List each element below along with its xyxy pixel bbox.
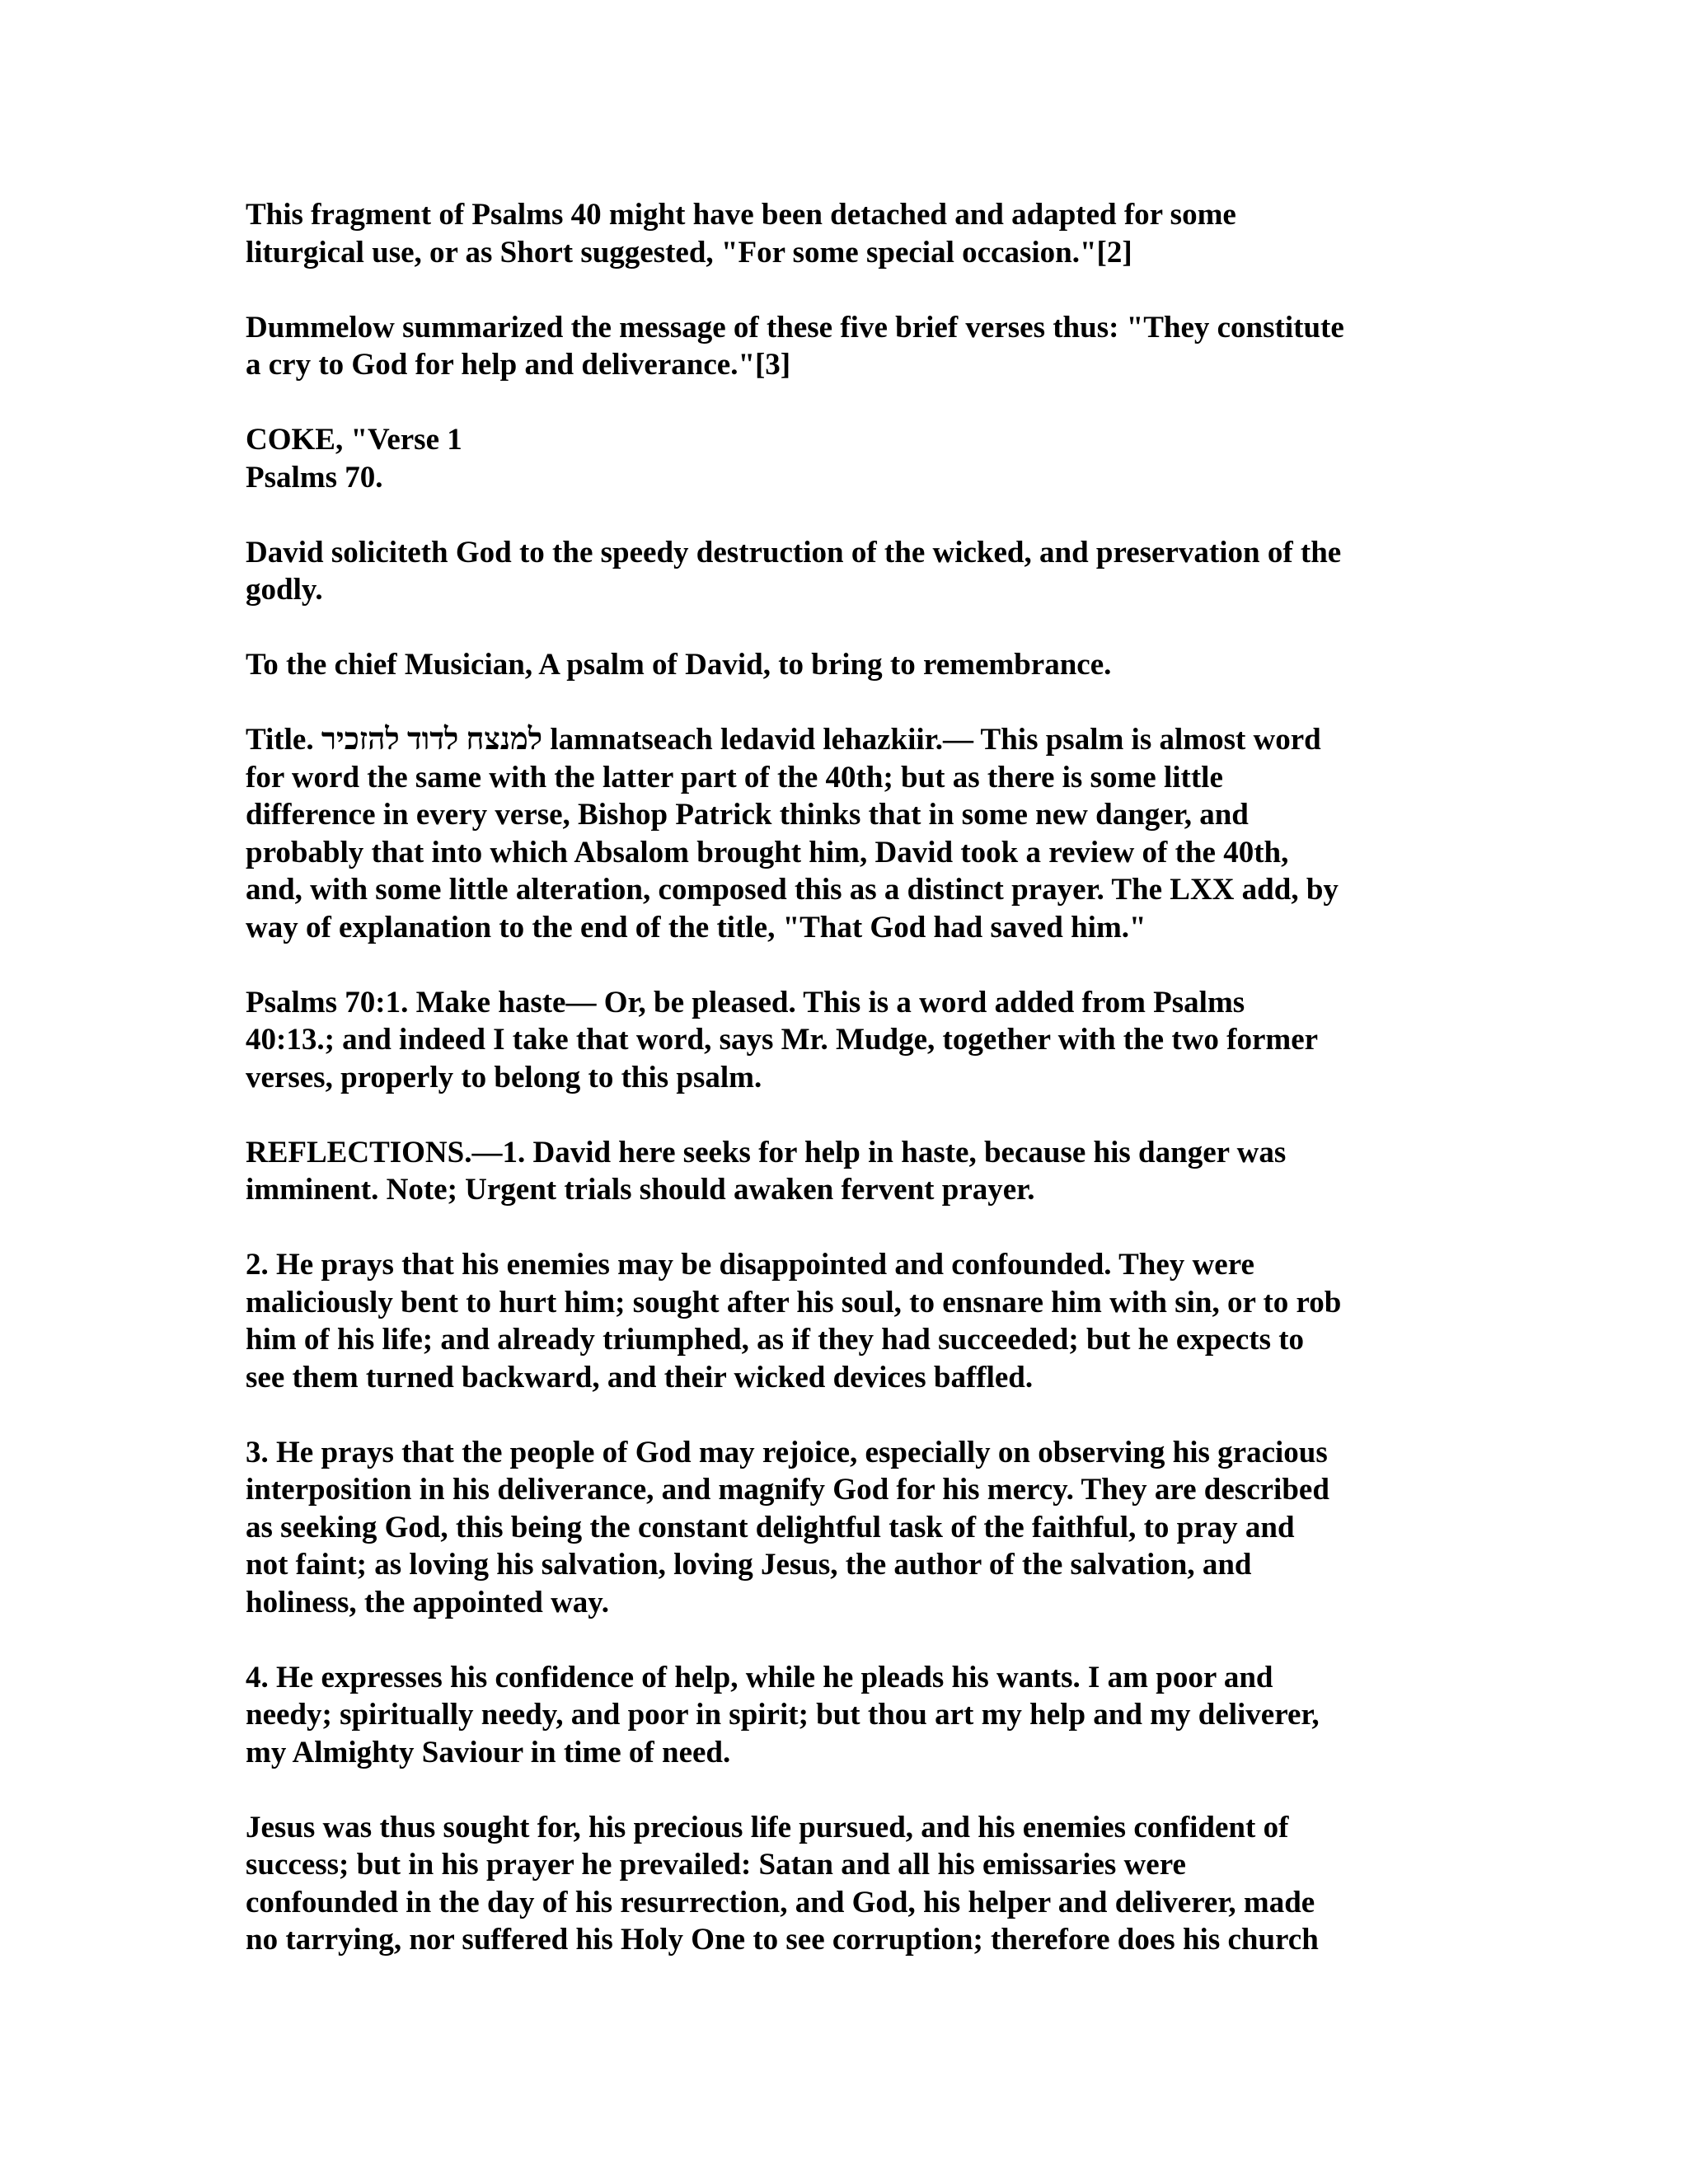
paragraph-psalms-40-fragment: This fragment of Psalms 40 might have been detached and adapted for some liturgical use, or as Short suggested, "For some special occasion."[2] <box>246 198 1236 269</box>
paragraph-reflections-4: 4. He expresses his confidence of help, while he pleads his wants. I am poor and needy; spiritually needy, and poor in spirit; but thou art my help and my deliverer, my Almighty Saviour in time of need. <box>246 1660 1320 1769</box>
title-rest: lamnatseach ledavid lehazkiir.— This psalm is almost word for word the same with the latter part of the 40th; but as there is some little difference in every verse, Bishop Patrick thinks that in some new danger, and probably that into which Absalom brought him, David took a review of the 40th, and, with some little alteration, composed this as a distinct prayer. The LXX add, by way of explanation to the end of the title, "That God had saved him." <box>246 723 1339 944</box>
paragraph-reflections-2: 2. He prays that his enemies may be disappointed and confounded. They were maliciously bent to hurt him; sought after his soul, to ensnare him with sin, or to rob him of his life; and already triumphed, as if they had succeeded; but he expects to see them turned backward, and their wicked devices baffled. <box>246 1248 1342 1394</box>
paragraph-dummelow-summary: Dummelow summarized the message of these five brief verses thus: "They constitute a cry to God for help and deliverance."[3] <box>246 310 1344 382</box>
paragraph-reflections-1: REFLECTIONS.—1. David here seeks for help in haste, because his danger was imminent. Note; Urgent trials should awaken fervent prayer. <box>246 1135 1287 1207</box>
paragraph-make-haste: Psalms 70:1. Make haste— Or, be pleased. This is a word added from Psalms 40:13.; and indeed I take that word, says Mr. Mudge, together with the two former verses, properly to belong to this psalm. <box>246 985 1319 1094</box>
paragraph-david-soliciteth: David soliciteth God to the speedy destruction of the wicked, and preservation of the godly. <box>246 535 1342 607</box>
paragraph-title-note <box>246 721 1441 946</box>
hebrew-title: למנצח לדוד להזכיר <box>321 723 543 757</box>
title-lead: Title. <box>246 723 321 757</box>
paragraph-reflections-3: 3. He prays that the people of God may rejoice, especially on observing his gracious interposition in his deliverance, and magnify God for his mercy. They are described as seeking God, this being the constant delightful task of the faithful, to pray and not faint; as loving his salvation, loving Jesus, the author of the salvation, and holiness, the appointed way. <box>246 1435 1329 1619</box>
paragraph-jesus-sought: Jesus was thus sought for, his precious life pursued, and his enemies confident of success; but in his prayer he prevailed: Satan and all his emissaries were confounded in the day of his resurrection, and God, his helper and deliverer, made no tarrying, nor suffered his Holy One to see corruption; therefore does his church <box>246 1810 1319 1957</box>
paragraph-chief-musician: To the chief Musician, A psalm of David, to bring to remembrance. <box>246 648 1112 682</box>
paragraph-coke-heading: COKE, "Verse 1 Psalms 70. <box>246 423 462 494</box>
document-page <box>246 196 1441 1996</box>
